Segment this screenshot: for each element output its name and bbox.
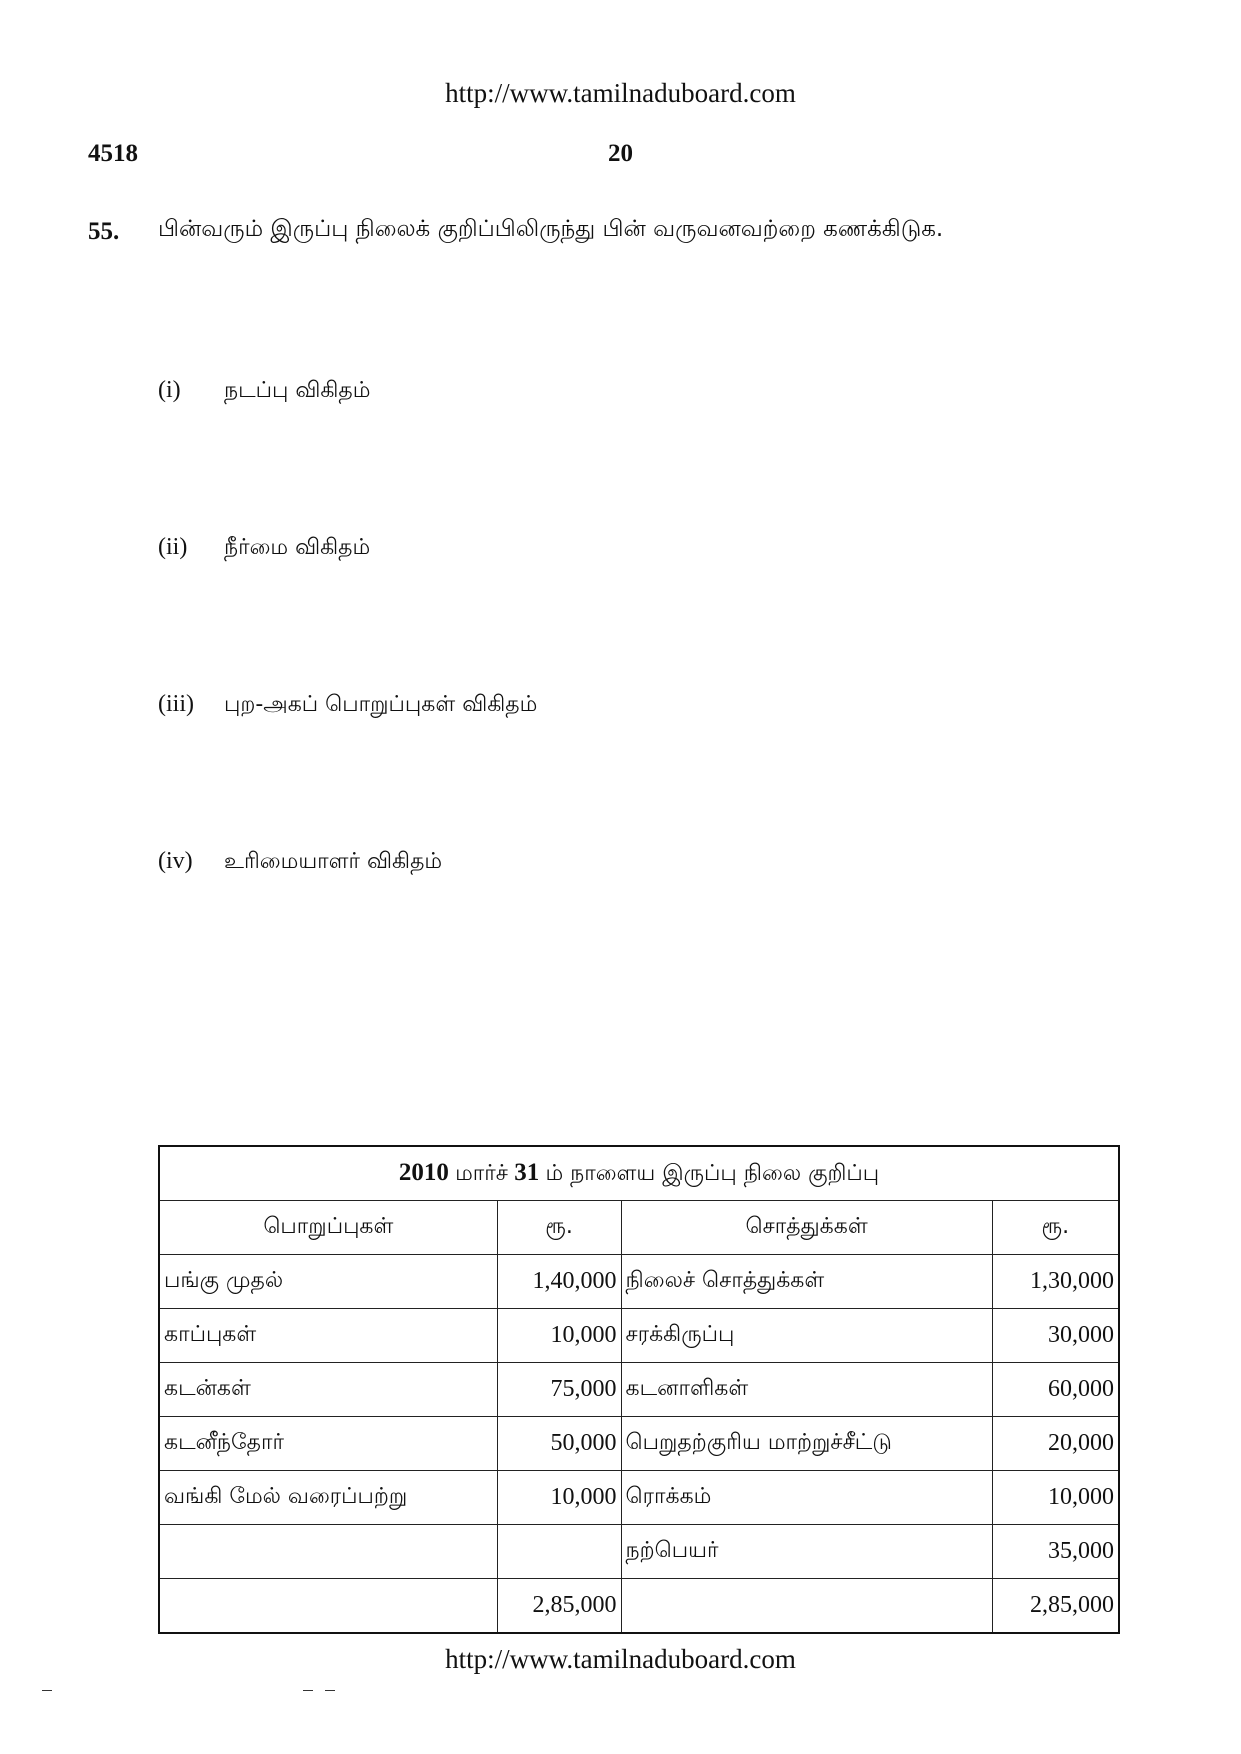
asset-amount: 60,000 xyxy=(992,1363,1119,1417)
title-day: 31 xyxy=(514,1158,540,1186)
asset-label: சரக்கிருப்பு xyxy=(621,1309,992,1363)
scan-mark xyxy=(303,1690,313,1691)
title-year: 2010 xyxy=(398,1158,449,1186)
liability-label: பங்கு முதல் xyxy=(159,1255,497,1309)
title-month: மார்ச் xyxy=(455,1160,508,1186)
liability-amount: 1,40,000 xyxy=(497,1255,621,1309)
table-row xyxy=(159,1525,1119,1579)
header-liabilities: பொறுப்புகள் xyxy=(159,1201,497,1255)
asset-label: நிலைச் சொத்துக்கள் xyxy=(621,1255,992,1309)
table-title-row xyxy=(159,1146,1119,1201)
header-amount: ரூ. xyxy=(497,1201,621,1255)
item-text: நடப்பு விகிதம் xyxy=(224,378,371,403)
item-text: நீர்மை விகிதம் xyxy=(224,535,371,560)
paper-code: 4518 xyxy=(88,140,138,167)
question-number: 55. xyxy=(88,218,120,245)
question-item xyxy=(158,848,442,877)
total-liabilities: 2,85,000 xyxy=(497,1579,621,1634)
liability-amount: 10,000 xyxy=(497,1471,621,1525)
asset-label: பெறுதற்குரிய மாற்றுச்சீட்டு xyxy=(621,1417,992,1471)
asset-label: நற்பெயர் xyxy=(621,1525,992,1579)
total-assets: 2,85,000 xyxy=(992,1579,1119,1634)
table-row xyxy=(159,1363,1119,1417)
question-item xyxy=(158,377,370,406)
question-item xyxy=(158,691,537,720)
item-text: புற-அகப் பொறுப்புகள் விகிதம் xyxy=(224,692,538,717)
asset-amount: 1,30,000 xyxy=(992,1255,1119,1309)
liability-label: காப்புகள் xyxy=(159,1309,497,1363)
asset-amount: 30,000 xyxy=(992,1309,1119,1363)
table-header-row xyxy=(159,1201,1119,1255)
header-amount: ரூ. xyxy=(992,1201,1119,1255)
question-item xyxy=(158,534,370,563)
liability-amount xyxy=(497,1525,621,1579)
asset-label: ரொக்கம் xyxy=(621,1471,992,1525)
table-row xyxy=(159,1309,1119,1363)
balance-sheet-table xyxy=(158,1145,1120,1634)
item-text: உரிமையாளர் விகிதம் xyxy=(224,849,443,874)
scan-mark xyxy=(42,1690,52,1691)
page-number: 20 xyxy=(608,140,633,167)
item-number: (ii) xyxy=(158,534,188,560)
table-row xyxy=(159,1417,1119,1471)
asset-label: கடனாளிகள் xyxy=(621,1363,992,1417)
liability-label: கடன்கள் xyxy=(159,1363,497,1417)
liability-label xyxy=(159,1525,497,1579)
item-number: (iv) xyxy=(158,848,193,874)
asset-amount: 10,000 xyxy=(992,1471,1119,1525)
question-text: பின்வரும் இருப்பு நிலைக் குறிப்பிலிருந்து பின் வருவனவற்றை கணக்கிடுக. xyxy=(158,216,944,242)
footer-url: http://www.tamilnaduboard.com xyxy=(445,1644,796,1674)
liability-amount: 10,000 xyxy=(497,1309,621,1363)
total-asset-label xyxy=(621,1579,992,1634)
table-title xyxy=(159,1146,1119,1201)
header-assets: சொத்துக்கள் xyxy=(621,1201,992,1255)
asset-amount: 35,000 xyxy=(992,1525,1119,1579)
item-number: (iii) xyxy=(158,691,194,717)
table-total-row xyxy=(159,1579,1119,1634)
header-url: http://www.tamilnaduboard.com xyxy=(445,78,796,108)
table-row xyxy=(159,1471,1119,1525)
liability-amount: 50,000 xyxy=(497,1417,621,1471)
liability-amount: 75,000 xyxy=(497,1363,621,1417)
scan-mark xyxy=(325,1690,335,1691)
total-liability-label xyxy=(159,1579,497,1634)
item-number: (i) xyxy=(158,377,181,403)
title-rest: ம் நாளைய இருப்பு நிலை குறிப்பு xyxy=(545,1160,880,1186)
liability-label: வங்கி மேல் வரைப்பற்று xyxy=(159,1471,497,1525)
table-row xyxy=(159,1255,1119,1309)
asset-amount: 20,000 xyxy=(992,1417,1119,1471)
liability-label: கடனீந்தோர் xyxy=(159,1417,497,1471)
